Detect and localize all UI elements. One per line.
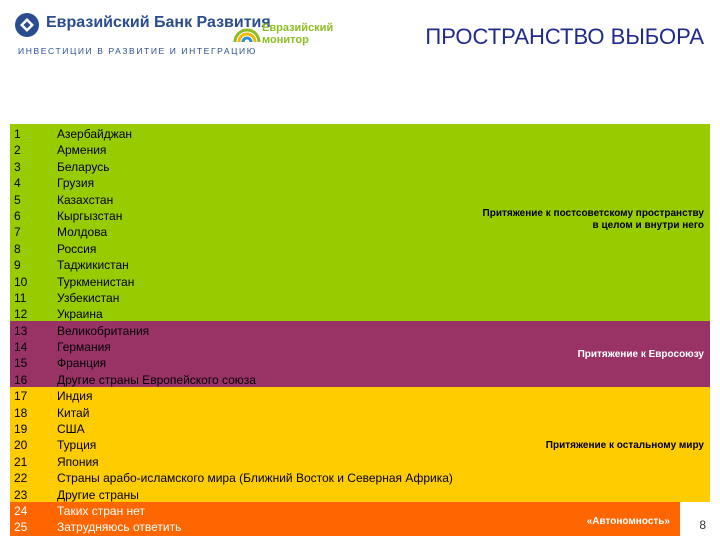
item-name: Россия xyxy=(57,241,97,256)
edb-emblem-icon xyxy=(14,12,40,38)
item-number: 1 xyxy=(14,127,21,141)
item-number: 16 xyxy=(14,372,28,387)
list-item xyxy=(14,142,614,158)
item-number: 14 xyxy=(14,340,28,355)
monitor-name xyxy=(262,22,333,46)
item-name: Казахстан xyxy=(57,192,114,207)
item-number: 9 xyxy=(14,258,21,273)
item-name: Германия xyxy=(57,340,111,355)
item-name: Турция xyxy=(57,438,97,453)
item-number: 23 xyxy=(14,487,28,502)
list-item xyxy=(14,503,614,519)
item-name: Индия xyxy=(57,389,93,404)
page-number: 8 xyxy=(699,518,706,532)
list-item xyxy=(14,323,614,339)
list-item xyxy=(14,437,614,453)
item-name: Китай xyxy=(57,405,90,420)
list-item xyxy=(14,388,614,404)
item-number: 17 xyxy=(14,389,28,404)
item-number: 18 xyxy=(14,405,28,420)
group-label-eu: Притяжение к Евросоюзу xyxy=(577,349,704,360)
group-label-autonomy: «Автономность» xyxy=(586,516,670,527)
item-number: 15 xyxy=(14,356,28,371)
page-title: ПРОСТРАНСТВО ВЫБОРА xyxy=(425,24,704,49)
list-item xyxy=(14,290,614,306)
item-number: 10 xyxy=(14,274,28,289)
item-name: Великобритания xyxy=(57,323,150,338)
item-number: 2 xyxy=(14,143,21,158)
item-number: 22 xyxy=(14,471,28,486)
monitor-name-line2: монитор xyxy=(262,34,309,46)
item-name: США xyxy=(57,422,85,437)
list-item xyxy=(14,339,614,355)
monitor-name-line1: Евразийский xyxy=(262,22,334,34)
rainbow-arc-icon xyxy=(232,12,262,50)
item-name: Кыргызстан xyxy=(57,208,123,223)
list-item xyxy=(14,421,614,437)
item-number: 8 xyxy=(14,241,21,256)
list-item xyxy=(14,241,614,257)
item-number: 20 xyxy=(14,438,28,453)
list-item xyxy=(14,454,614,470)
item-name: Молдова xyxy=(57,225,108,240)
item-name: Беларусь xyxy=(57,159,110,174)
item-number: 12 xyxy=(14,307,28,322)
eurasian-monitor-logo xyxy=(232,12,342,60)
list-item xyxy=(14,355,614,371)
list-item xyxy=(14,159,614,175)
item-name: Узбекистан xyxy=(57,290,120,305)
item-number: 3 xyxy=(14,159,21,174)
list-item xyxy=(14,405,614,421)
item-number: 11 xyxy=(14,290,27,305)
item-number: 19 xyxy=(14,422,28,437)
item-name: Таджикистан xyxy=(57,258,129,273)
list-item xyxy=(14,519,614,535)
item-number: 21 xyxy=(14,454,28,469)
group-label-post-soviet xyxy=(483,208,704,232)
item-number: 25 xyxy=(14,520,28,535)
item-name: Страны арабо-исламского мира (Ближний Восток и Северная Африка) xyxy=(57,471,453,486)
country-list xyxy=(14,126,614,536)
list-item xyxy=(14,487,614,503)
group-label-post-soviet-line1: Притяжение к постсоветскому пространству xyxy=(482,208,704,219)
item-name: Другие страны Европейского союза xyxy=(57,372,256,387)
list-item xyxy=(14,126,614,142)
edb-logo xyxy=(14,10,271,62)
item-name: Азербайджан xyxy=(57,127,133,141)
item-name: Другие страны xyxy=(57,487,139,502)
item-name: Грузия xyxy=(57,176,95,191)
list-item xyxy=(14,372,614,388)
item-name: Таких стран нет xyxy=(57,503,145,518)
bank-name: Евразийский Банк Развития xyxy=(46,14,271,31)
group-label-rest-of-world: Притяжение к остальному миру xyxy=(545,440,704,451)
item-number: 4 xyxy=(14,176,21,191)
item-number: 24 xyxy=(14,503,28,518)
list-item xyxy=(14,175,614,191)
list-item xyxy=(14,257,614,273)
bank-tagline: ИНВЕСТИЦИИ В РАЗВИТИЕ И ИНТЕГРАЦИЮ xyxy=(18,46,257,56)
item-number: 13 xyxy=(14,323,28,338)
item-name: Туркменистан xyxy=(57,274,135,289)
list-item xyxy=(14,470,614,486)
item-name: Япония xyxy=(57,454,99,469)
item-name: Украина xyxy=(57,307,103,322)
list-item xyxy=(14,306,614,322)
item-name: Франция xyxy=(57,356,107,371)
slide-header xyxy=(0,0,720,90)
item-number: 5 xyxy=(14,192,21,207)
item-name: Затрудняюсь ответить xyxy=(57,520,182,535)
list-item xyxy=(14,274,614,290)
item-number: 7 xyxy=(14,225,21,240)
item-name: Армения xyxy=(57,143,107,158)
list-item xyxy=(14,192,614,208)
item-number: 6 xyxy=(14,208,21,223)
group-label-post-soviet-line2: в целом и внутри него xyxy=(592,220,704,231)
